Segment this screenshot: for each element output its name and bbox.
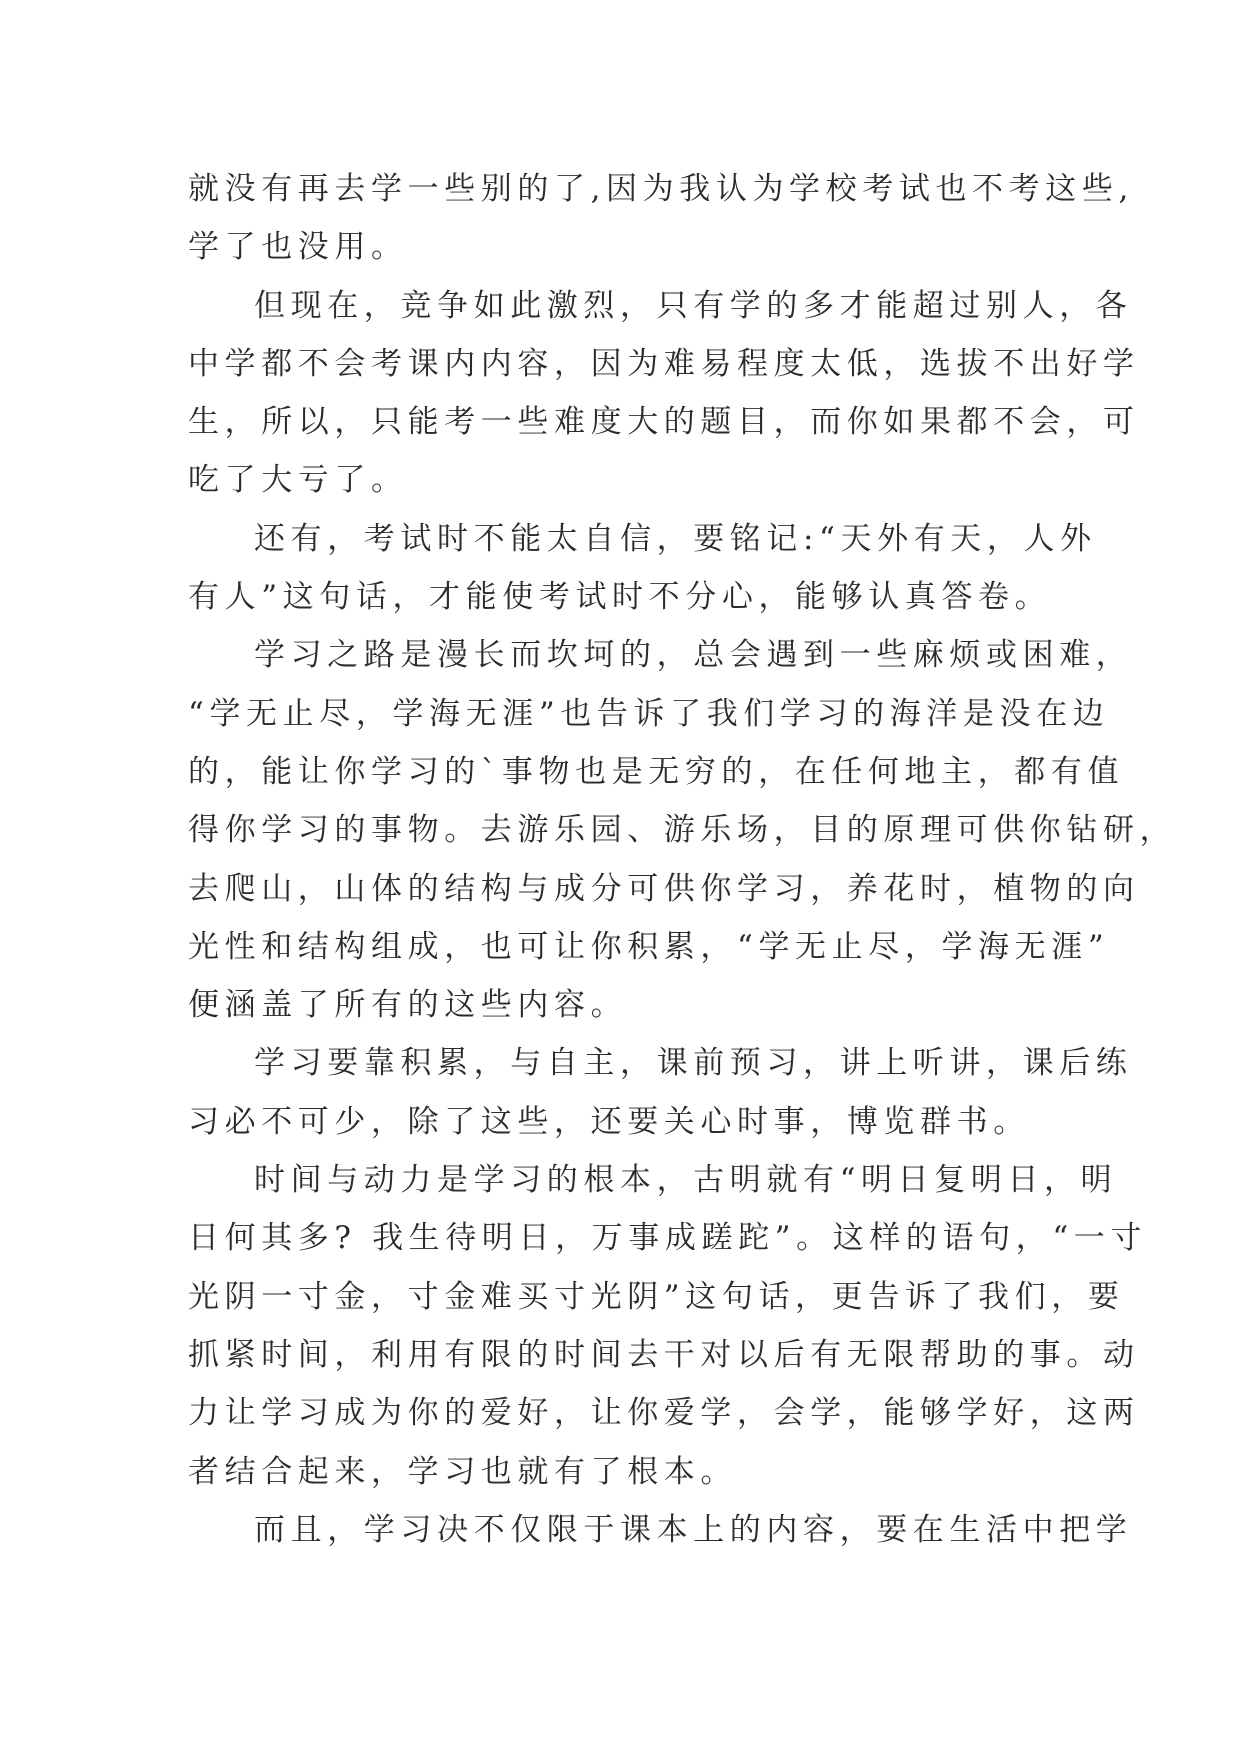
document-body	[188, 160, 1177, 1559]
text-line: 习必不可少，除了这些，还要关心时事，博览群书。	[188, 1103, 1030, 1140]
text-line: 抓紧时间，利用有限的时间去干对以后有无限帮助的事。动	[188, 1336, 1140, 1373]
text-line: 有人”这句话，才能使考试时不分心，能够认真答卷。	[188, 579, 1052, 616]
text-line: 吃了大亏了。	[188, 462, 408, 499]
text-line: 光性和结构组成，也可让你积累，“学无止尽，学海无涯”	[188, 928, 1110, 965]
text-line: 就没有再去学一些别的了,因为我认为学校考试也不考这些,	[188, 171, 1134, 207]
text-line: 日何其多? 我生待明日，万事成蹉跎”。这样的语句，“一寸	[188, 1220, 1147, 1257]
text-line: 去爬山，山体的结构与成分可供你学习，养花时，植物的向	[188, 870, 1140, 907]
text-line: 中学都不会考课内内容，因为难易程度太低，选拔不出好学	[188, 345, 1140, 382]
text-line: 光阴一寸金，寸金难买寸光阴”这句话，更告诉了我们，要	[188, 1278, 1125, 1315]
text-line: 者结合起来，学习也就有了根本。	[188, 1453, 737, 1490]
text-line: 生，所以，只能考一些难度大的题目，而你如果都不会，可	[188, 404, 1140, 441]
text-line: 得你学习的事物。去游乐园、游乐场，目的原理可供你钻研，	[188, 812, 1177, 849]
text-line: 的，能让你学习的`事物也是无穷的，在任何地主，都有值	[188, 753, 1125, 790]
text-line: 学了也没用。	[188, 229, 408, 266]
text-line: 便涵盖了所有的这些内容。	[188, 987, 628, 1024]
text-line: 时间与动力是学习的根本，古明就有“明日复明日，明	[254, 1162, 1118, 1199]
text-line: 学习之路是漫长而坎坷的，总会遇到一些麻烦或困难，	[254, 637, 1133, 674]
text-line: 学习要靠积累，与自主，课前预习，讲上听讲，课后练	[254, 1045, 1133, 1082]
text-line: “学无止尽，学海无涯”也告诉了我们学习的海洋是没在边	[188, 695, 1110, 732]
text-line: 但现在，竞争如此激烈，只有学的多才能超过别人，各	[254, 287, 1133, 324]
text-line: 而且，学习决不仅限于课本上的内容，要在生活中把学	[254, 1511, 1133, 1548]
text-line: 力让学习成为你的爱好，让你爱学，会学，能够学好，这两	[188, 1395, 1140, 1432]
text-line: 还有，考试时不能太自信，要铭记:“天外有天，人外	[254, 520, 1097, 557]
